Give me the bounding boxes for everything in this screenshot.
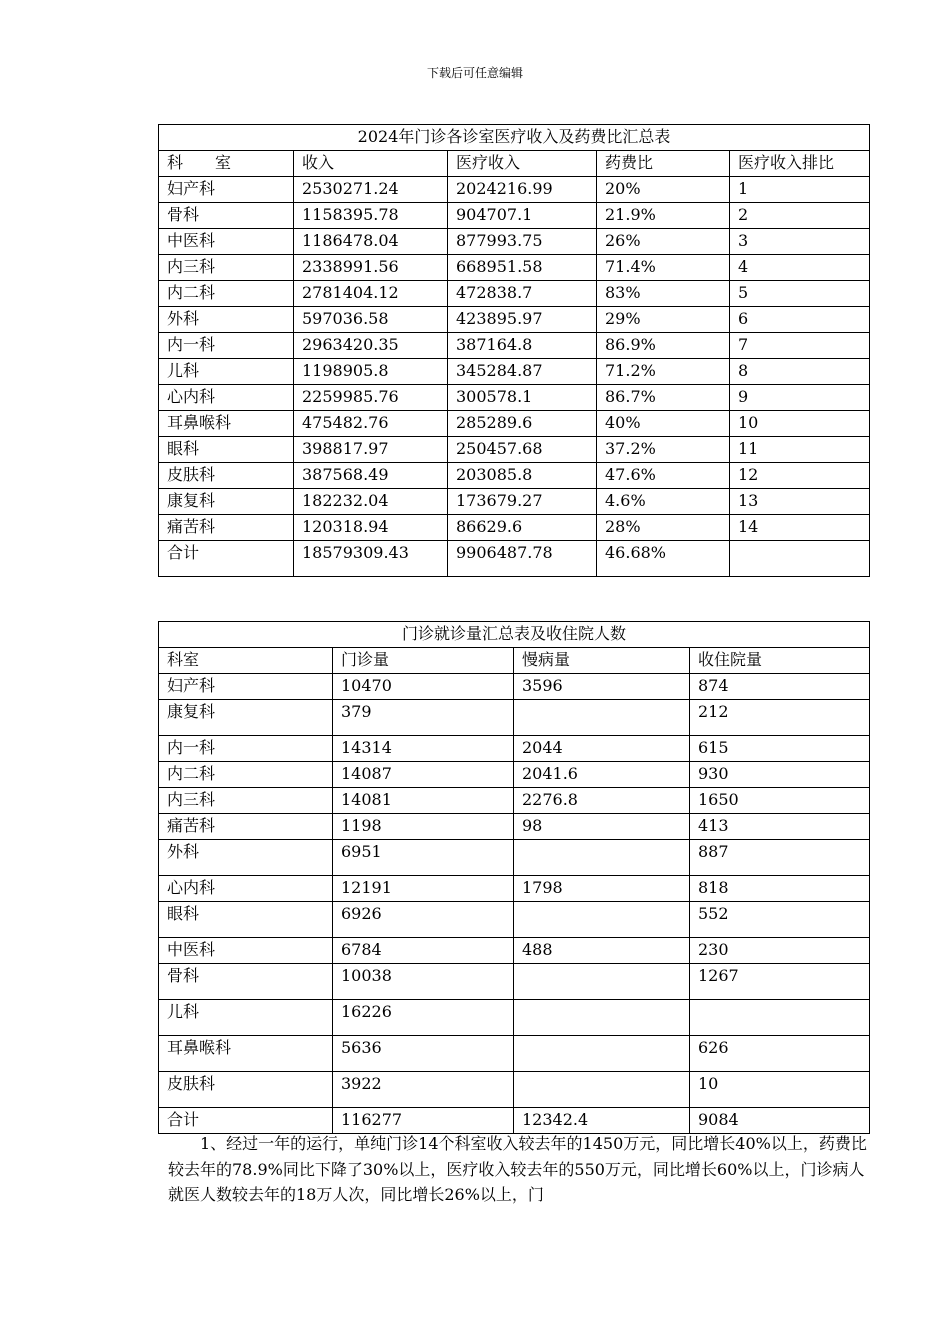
- table-cell: 妇产科: [159, 674, 333, 700]
- table-row: [159, 814, 870, 840]
- table-cell: 妇产科: [159, 177, 294, 203]
- table-cell: 86.9%: [597, 333, 730, 359]
- table-cell: 内三科: [159, 788, 333, 814]
- table-cell: 4: [730, 255, 870, 281]
- table-cell: 2530271.24: [294, 177, 448, 203]
- table-cell: 皮肤科: [159, 1072, 333, 1108]
- table-cell: 597036.58: [294, 307, 448, 333]
- table-row: [159, 255, 870, 281]
- table-cell: [514, 902, 690, 938]
- table-cell: 内二科: [159, 762, 333, 788]
- table-header-row: [159, 151, 870, 177]
- table-cell: 9: [730, 385, 870, 411]
- table-cell: 615: [690, 736, 870, 762]
- table-cell: 痛苦科: [159, 814, 333, 840]
- table-cell: 13: [730, 489, 870, 515]
- column-header: 门诊量: [333, 648, 514, 674]
- table-cell: 合计: [159, 541, 294, 577]
- summary-paragraph: 1、经过一年的运行，单纯门诊14个科室收入较去年的1450万元，同比增长40%以上，药费比较去年的78.9%同比下降了30%以上，医疗收入较去年的550万元，同比增长60%以上，门诊病人就医人数较去年的18万人次，同比增长26%以上，门: [168, 1134, 867, 1204]
- table-title-row: [159, 622, 870, 648]
- table-cell: 2259985.76: [294, 385, 448, 411]
- table-cell: [514, 1000, 690, 1036]
- table-cell: 1650: [690, 788, 870, 814]
- table-cell: 904707.1: [448, 203, 597, 229]
- table-cell: 475482.76: [294, 411, 448, 437]
- column-header: 医疗收入排比: [730, 151, 870, 177]
- table-title-row: [159, 125, 870, 151]
- table-cell: [514, 964, 690, 1000]
- table-cell: 16226: [333, 1000, 514, 1036]
- table-cell: 内一科: [159, 736, 333, 762]
- table-cell: 2: [730, 203, 870, 229]
- outpatient-income-table: [158, 124, 870, 577]
- table-cell: 930: [690, 762, 870, 788]
- table-cell: 250457.68: [448, 437, 597, 463]
- table-cell: 3: [730, 229, 870, 255]
- table-row: [159, 437, 870, 463]
- table-row: [159, 515, 870, 541]
- table-row: [159, 1036, 870, 1072]
- table-cell: 心内科: [159, 876, 333, 902]
- table-cell: 28%: [597, 515, 730, 541]
- table-cell: 413: [690, 814, 870, 840]
- table-cell: 内三科: [159, 255, 294, 281]
- table-cell: 6784: [333, 938, 514, 964]
- table-cell: 11: [730, 437, 870, 463]
- table-cell: 98: [514, 814, 690, 840]
- table-cell: 8: [730, 359, 870, 385]
- table-cell: 3596: [514, 674, 690, 700]
- table-cell: 203085.8: [448, 463, 597, 489]
- table-cell: 626: [690, 1036, 870, 1072]
- table-row: [159, 1072, 870, 1108]
- table-cell: 18579309.43: [294, 541, 448, 577]
- table-cell: 内二科: [159, 281, 294, 307]
- table-row: [159, 177, 870, 203]
- table-row: [159, 964, 870, 1000]
- table-cell: 外科: [159, 307, 294, 333]
- table-cell: 2338991.56: [294, 255, 448, 281]
- table-row: [159, 229, 870, 255]
- header-note: 下载后可任意编辑: [426, 66, 523, 80]
- table-cell: 合计: [159, 1108, 333, 1134]
- table-cell: 472838.7: [448, 281, 597, 307]
- table-row: [159, 411, 870, 437]
- table-row: [159, 203, 870, 229]
- table-row: [159, 700, 870, 736]
- table-row: [159, 674, 870, 700]
- table-cell: 887: [690, 840, 870, 876]
- table-cell: 300578.1: [448, 385, 597, 411]
- column-header: 科 室: [159, 151, 294, 177]
- table-cell: 818: [690, 876, 870, 902]
- table-cell: 10470: [333, 674, 514, 700]
- table-cell: [690, 1000, 870, 1036]
- table-cell: 488: [514, 938, 690, 964]
- table-cell: 7: [730, 333, 870, 359]
- table-cell: 12342.4: [514, 1108, 690, 1134]
- table-cell: 痛苦科: [159, 515, 294, 541]
- table-cell: 285289.6: [448, 411, 597, 437]
- table-cell: 14081: [333, 788, 514, 814]
- table-cell: 儿科: [159, 359, 294, 385]
- table-cell: 71.2%: [597, 359, 730, 385]
- column-header: 药费比: [597, 151, 730, 177]
- table-row: [159, 463, 870, 489]
- table-title: 2024年门诊各诊室医疗收入及药费比汇总表: [159, 125, 870, 151]
- table-row: [159, 876, 870, 902]
- column-header: 医疗收入: [448, 151, 597, 177]
- table-cell: 12: [730, 463, 870, 489]
- table-row: [159, 359, 870, 385]
- table-cell: 1: [730, 177, 870, 203]
- table-cell: 14087: [333, 762, 514, 788]
- table-cell: 骨科: [159, 964, 333, 1000]
- table-cell: 外科: [159, 840, 333, 876]
- table-row: [159, 307, 870, 333]
- table-cell: 1798: [514, 876, 690, 902]
- table-cell: 552: [690, 902, 870, 938]
- table-cell: 9906487.78: [448, 541, 597, 577]
- table-row: [159, 385, 870, 411]
- table-cell: 387568.49: [294, 463, 448, 489]
- table-cell: 眼科: [159, 902, 333, 938]
- table-row: [159, 489, 870, 515]
- table-cell: 康复科: [159, 489, 294, 515]
- table-cell: 6: [730, 307, 870, 333]
- table-cell: 骨科: [159, 203, 294, 229]
- table-row: [159, 762, 870, 788]
- table-row: [159, 902, 870, 938]
- table-cell: 83%: [597, 281, 730, 307]
- table-cell: 1186478.04: [294, 229, 448, 255]
- table-cell: [514, 840, 690, 876]
- table-cell: 康复科: [159, 700, 333, 736]
- table-cell: 14314: [333, 736, 514, 762]
- table-cell: 26%: [597, 229, 730, 255]
- table-cell: 耳鼻喉科: [159, 411, 294, 437]
- table-cell: 5636: [333, 1036, 514, 1072]
- table-cell: 40%: [597, 411, 730, 437]
- table-cell: 10: [730, 411, 870, 437]
- table-title: 门诊就诊量汇总表及收住院人数: [159, 622, 870, 648]
- table-cell: [730, 541, 870, 577]
- table-cell: 379: [333, 700, 514, 736]
- table-cell: 5: [730, 281, 870, 307]
- outpatient-visits-table: [158, 621, 870, 1134]
- table-cell: 儿科: [159, 1000, 333, 1036]
- table-cell: 173679.27: [448, 489, 597, 515]
- table-cell: 86.7%: [597, 385, 730, 411]
- table-cell: 387164.8: [448, 333, 597, 359]
- table-cell: 1198905.8: [294, 359, 448, 385]
- table-cell: 中医科: [159, 938, 333, 964]
- table-cell: 212: [690, 700, 870, 736]
- table-cell: 6926: [333, 902, 514, 938]
- table-cell: 116277: [333, 1108, 514, 1134]
- table-cell: 46.68%: [597, 541, 730, 577]
- table-cell: 2044: [514, 736, 690, 762]
- table-cell: 71.4%: [597, 255, 730, 281]
- table-cell: 37.2%: [597, 437, 730, 463]
- table-cell: 耳鼻喉科: [159, 1036, 333, 1072]
- table-cell: 29%: [597, 307, 730, 333]
- table-row: [159, 333, 870, 359]
- table-row: [159, 938, 870, 964]
- table-cell: 47.6%: [597, 463, 730, 489]
- table-cell: 6951: [333, 840, 514, 876]
- table-row: [159, 541, 870, 577]
- table-header-row: [159, 648, 870, 674]
- column-header: 收住院量: [690, 648, 870, 674]
- table-cell: 2781404.12: [294, 281, 448, 307]
- table-cell: 皮肤科: [159, 463, 294, 489]
- table-row: [159, 736, 870, 762]
- table-row: [159, 1108, 870, 1134]
- table-row: [159, 788, 870, 814]
- table-cell: 1198: [333, 814, 514, 840]
- table-cell: 2963420.35: [294, 333, 448, 359]
- table-cell: 1267: [690, 964, 870, 1000]
- table-cell: 3922: [333, 1072, 514, 1108]
- table-cell: 12191: [333, 876, 514, 902]
- table-cell: [514, 1036, 690, 1072]
- table-cell: 668951.58: [448, 255, 597, 281]
- table-cell: 2041.6: [514, 762, 690, 788]
- table-cell: 21.9%: [597, 203, 730, 229]
- table-cell: 内一科: [159, 333, 294, 359]
- table-cell: 2276.8: [514, 788, 690, 814]
- table-cell: 86629.6: [448, 515, 597, 541]
- table-cell: 眼科: [159, 437, 294, 463]
- table-row: [159, 840, 870, 876]
- table-cell: 874: [690, 674, 870, 700]
- table-cell: 2024216.99: [448, 177, 597, 203]
- table-cell: 4.6%: [597, 489, 730, 515]
- table-cell: 9084: [690, 1108, 870, 1134]
- table-cell: 心内科: [159, 385, 294, 411]
- table-row: [159, 1000, 870, 1036]
- table-cell: 423895.97: [448, 307, 597, 333]
- column-header: 科室: [159, 648, 333, 674]
- column-header: 收入: [294, 151, 448, 177]
- table-cell: [514, 1072, 690, 1108]
- table-cell: [514, 700, 690, 736]
- table-row: [159, 281, 870, 307]
- table-cell: 中医科: [159, 229, 294, 255]
- column-header: 慢病量: [514, 648, 690, 674]
- table-cell: 398817.97: [294, 437, 448, 463]
- table-cell: 1158395.78: [294, 203, 448, 229]
- table-cell: 877993.75: [448, 229, 597, 255]
- table-cell: 120318.94: [294, 515, 448, 541]
- table-cell: 182232.04: [294, 489, 448, 515]
- table-cell: 345284.87: [448, 359, 597, 385]
- table-cell: 14: [730, 515, 870, 541]
- table-cell: 20%: [597, 177, 730, 203]
- table-cell: 10038: [333, 964, 514, 1000]
- table-cell: 10: [690, 1072, 870, 1108]
- table-cell: 230: [690, 938, 870, 964]
